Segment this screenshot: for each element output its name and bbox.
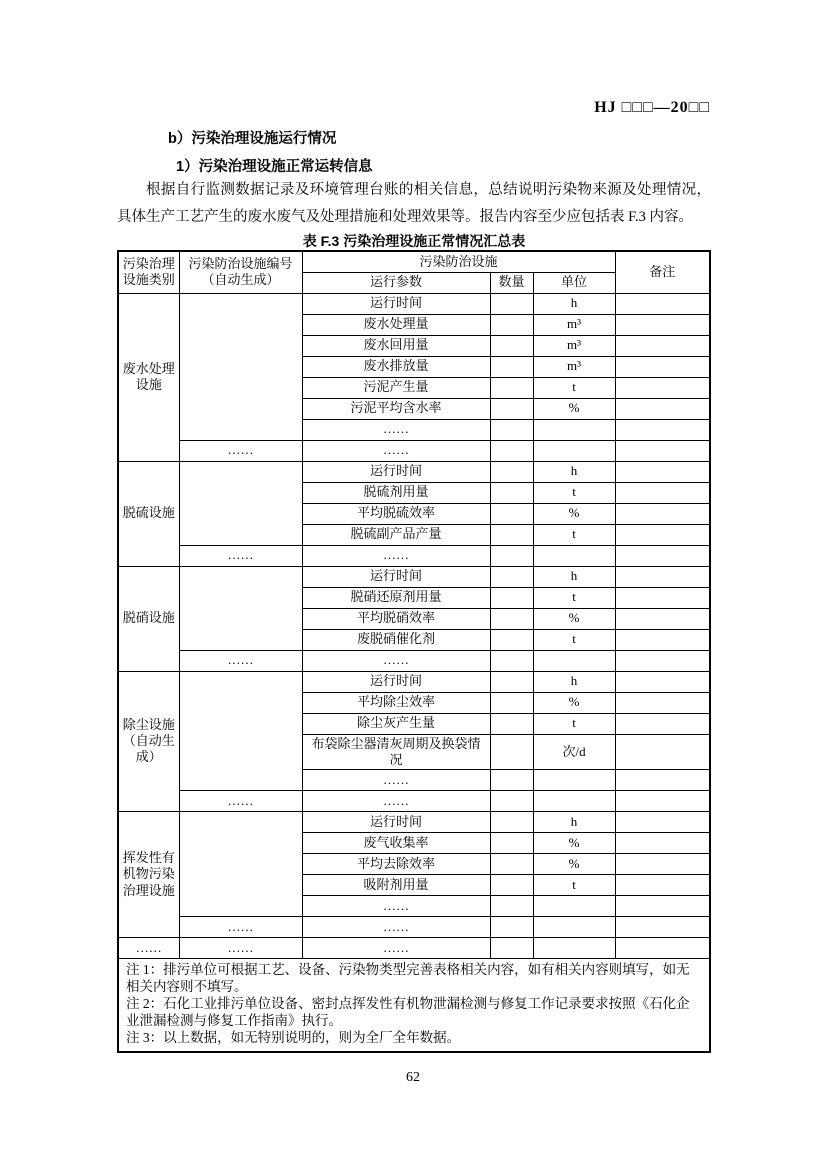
table-body xyxy=(118,293,710,1052)
param-cell: …… xyxy=(302,419,490,440)
param-cell: 除尘灰产生量 xyxy=(302,713,490,734)
unit-cell xyxy=(533,419,615,440)
quantity-cell xyxy=(490,398,533,419)
unit-cell: t xyxy=(533,629,615,650)
unit-cell: % xyxy=(533,692,615,713)
heading-1: 1）污染治理设施正常运转信息 xyxy=(176,159,373,175)
remark-cell xyxy=(615,854,710,875)
param-cell: 废水回用量 xyxy=(302,335,490,356)
unit-cell: m³ xyxy=(533,356,615,377)
remark-cell xyxy=(615,629,710,650)
header-facility-group: 污染防治设施 xyxy=(302,251,615,272)
table-title: 表 F.3 污染治理设施正常情况汇总表 xyxy=(302,233,526,249)
quantity-cell xyxy=(490,356,533,377)
category-cell: 挥发性有机物污染治理设施 xyxy=(118,812,179,938)
param-cell: …… xyxy=(302,650,490,671)
param-cell: 吸附剂用量 xyxy=(302,875,490,896)
category-cell: 脱硝设施 xyxy=(118,566,179,671)
category-cell: 脱硫设施 xyxy=(118,461,179,566)
quantity-cell xyxy=(490,629,533,650)
table-note: 注 2：石化工业排污单位设备、密封点挥发性有机物泄漏检测与修复工作记录要求按照《石化企业泄漏检测与修复工作指南》执行。 xyxy=(126,995,690,1028)
param-cell: 脱硫副产品产量 xyxy=(302,524,490,545)
quantity-cell xyxy=(490,692,533,713)
remark-cell xyxy=(615,812,710,833)
quantity-cell xyxy=(490,608,533,629)
heading-b: b）污染治理设施运行情况 xyxy=(168,131,337,147)
remark-cell xyxy=(615,713,710,734)
category-cell: …… xyxy=(118,938,179,959)
param-cell: …… xyxy=(302,770,490,791)
remark-cell xyxy=(615,938,710,959)
unit-cell xyxy=(533,896,615,917)
facility-no-cell: …… xyxy=(179,791,302,812)
table-note: 注 3：以上数据，如无特别说明的，则为全厂全年数据。 xyxy=(126,1029,461,1045)
header-unit: 单位 xyxy=(533,272,615,293)
quantity-cell xyxy=(490,875,533,896)
remark-cell xyxy=(615,314,710,335)
unit-cell: t xyxy=(533,875,615,896)
unit-cell: m³ xyxy=(533,335,615,356)
remark-cell xyxy=(615,482,710,503)
quantity-cell xyxy=(490,461,533,482)
unit-cell: % xyxy=(533,398,615,419)
table-row xyxy=(118,791,710,812)
quantity-cell xyxy=(490,293,533,314)
unit-cell: h xyxy=(533,461,615,482)
param-cell: 废脱硝催化剂 xyxy=(302,629,490,650)
param-cell: …… xyxy=(302,896,490,917)
unit-cell: t xyxy=(533,587,615,608)
quantity-cell xyxy=(490,896,533,917)
remark-cell xyxy=(615,503,710,524)
quantity-cell xyxy=(490,917,533,938)
param-cell: 废气收集率 xyxy=(302,833,490,854)
param-cell: 平均去除效率 xyxy=(302,854,490,875)
header-row-1 xyxy=(118,251,710,272)
param-cell: 运行时间 xyxy=(302,812,490,833)
unit-cell xyxy=(533,650,615,671)
remark-cell xyxy=(615,587,710,608)
param-cell: …… xyxy=(302,938,490,959)
header-param: 运行参数 xyxy=(302,272,490,293)
header-category: 污染治理设施类别 xyxy=(118,251,179,293)
unit-cell xyxy=(533,545,615,566)
quantity-cell xyxy=(490,482,533,503)
param-cell: 运行时间 xyxy=(302,461,490,482)
remark-cell xyxy=(615,875,710,896)
param-cell: 平均脱硫效率 xyxy=(302,503,490,524)
table-row xyxy=(118,812,710,833)
unit-cell xyxy=(533,770,615,791)
quantity-cell xyxy=(490,671,533,692)
param-cell: 污泥产生量 xyxy=(302,377,490,398)
table-row xyxy=(118,938,710,959)
quantity-cell xyxy=(490,545,533,566)
remark-cell xyxy=(615,356,710,377)
unit-cell: 次/d xyxy=(533,734,615,770)
quantity-cell xyxy=(490,587,533,608)
remark-cell xyxy=(615,734,710,770)
quantity-cell xyxy=(490,566,533,587)
unit-cell: % xyxy=(533,854,615,875)
unit-cell: h xyxy=(533,812,615,833)
unit-cell: t xyxy=(533,482,615,503)
quantity-cell xyxy=(490,812,533,833)
table-row xyxy=(118,461,710,482)
table-notes-cell xyxy=(118,959,710,1053)
param-cell: 脱硝还原剂用量 xyxy=(302,587,490,608)
quantity-cell xyxy=(490,650,533,671)
table-row xyxy=(118,545,710,566)
quantity-cell xyxy=(490,770,533,791)
quantity-cell xyxy=(490,791,533,812)
category-cell: 废水处理设施 xyxy=(118,293,179,461)
facility-no-cell xyxy=(179,461,302,545)
table-row xyxy=(118,917,710,938)
remark-cell xyxy=(615,293,710,314)
table-row xyxy=(118,293,710,314)
remark-cell xyxy=(615,692,710,713)
remark-cell xyxy=(615,545,710,566)
remark-cell xyxy=(615,791,710,812)
unit-cell: t xyxy=(533,524,615,545)
quantity-cell xyxy=(490,377,533,398)
unit-cell xyxy=(533,917,615,938)
unit-cell: % xyxy=(533,833,615,854)
remark-cell xyxy=(615,335,710,356)
facility-no-cell: …… xyxy=(179,650,302,671)
unit-cell xyxy=(533,938,615,959)
remark-cell xyxy=(615,461,710,482)
category-cell: 除尘设施（自动生成） xyxy=(118,671,179,812)
param-cell: 平均脱硝效率 xyxy=(302,608,490,629)
unit-cell: m³ xyxy=(533,314,615,335)
header-facility-no: 污染防治设施编号（自动生成） xyxy=(179,251,302,293)
unit-cell: t xyxy=(533,377,615,398)
remark-cell xyxy=(615,671,710,692)
facility-no-cell: …… xyxy=(179,440,302,461)
table-row xyxy=(118,959,710,1053)
quantity-cell xyxy=(490,524,533,545)
quantity-cell xyxy=(490,335,533,356)
unit-cell: % xyxy=(533,608,615,629)
summary-table xyxy=(117,250,711,1053)
remark-cell xyxy=(615,566,710,587)
remark-cell xyxy=(615,896,710,917)
standard-code: HJ □□□—20□□ xyxy=(594,99,710,116)
remark-cell xyxy=(615,770,710,791)
table-row xyxy=(118,650,710,671)
param-cell: …… xyxy=(302,440,490,461)
unit-cell xyxy=(533,791,615,812)
table-header xyxy=(118,251,710,293)
param-cell: 平均除尘效率 xyxy=(302,692,490,713)
table-row xyxy=(118,566,710,587)
param-cell: 运行时间 xyxy=(302,671,490,692)
unit-cell: % xyxy=(533,503,615,524)
table-row xyxy=(118,440,710,461)
facility-no-cell xyxy=(179,812,302,917)
quantity-cell xyxy=(490,314,533,335)
facility-no-cell xyxy=(179,671,302,791)
remark-cell xyxy=(615,419,710,440)
facility-no-cell: …… xyxy=(179,545,302,566)
facility-no-cell xyxy=(179,566,302,650)
remark-cell xyxy=(615,377,710,398)
quantity-cell xyxy=(490,833,533,854)
remark-cell xyxy=(615,608,710,629)
quantity-cell xyxy=(490,854,533,875)
quantity-cell xyxy=(490,440,533,461)
remark-cell xyxy=(615,650,710,671)
quantity-cell xyxy=(490,734,533,770)
intro-paragraph: 根据自行监测数据记录及环境管理台账的相关信息，总结说明污染物来源及处理情况，具体生产工艺产生的废水废气及处理措施和处理效果等。报告内容至少应包括表 F.3 内容。 xyxy=(117,182,711,225)
table-note: 注 1：排污单位可根据工艺、设备、污染物类型完善表格相关内容，如有相关内容则填写，如无相关内容则不填写。 xyxy=(126,962,690,994)
remark-cell xyxy=(615,398,710,419)
param-cell: 脱硫剂用量 xyxy=(302,482,490,503)
unit-cell xyxy=(533,440,615,461)
table-row xyxy=(118,671,710,692)
param-cell: 废水处理量 xyxy=(302,314,490,335)
unit-cell: h xyxy=(533,293,615,314)
remark-cell xyxy=(615,524,710,545)
quantity-cell xyxy=(490,938,533,959)
param-cell: 污泥平均含水率 xyxy=(302,398,490,419)
unit-cell: h xyxy=(533,566,615,587)
header-remark: 备注 xyxy=(615,251,710,293)
page-number: 62 xyxy=(406,1070,420,1085)
remark-cell xyxy=(615,917,710,938)
facility-no-cell: …… xyxy=(179,917,302,938)
remark-cell xyxy=(615,440,710,461)
param-cell: …… xyxy=(302,917,490,938)
quantity-cell xyxy=(490,503,533,524)
unit-cell: h xyxy=(533,671,615,692)
unit-cell: t xyxy=(533,713,615,734)
param-cell: 运行时间 xyxy=(302,293,490,314)
param-cell: …… xyxy=(302,545,490,566)
param-cell: …… xyxy=(302,791,490,812)
header-quantity: 数量 xyxy=(490,272,533,293)
remark-cell xyxy=(615,833,710,854)
facility-no-cell xyxy=(179,293,302,440)
quantity-cell xyxy=(490,713,533,734)
param-cell: 布袋除尘器清灰周期及换袋情况 xyxy=(302,734,490,770)
param-cell: 运行时间 xyxy=(302,566,490,587)
quantity-cell xyxy=(490,419,533,440)
facility-no-cell: …… xyxy=(179,938,302,959)
param-cell: 废水排放量 xyxy=(302,356,490,377)
